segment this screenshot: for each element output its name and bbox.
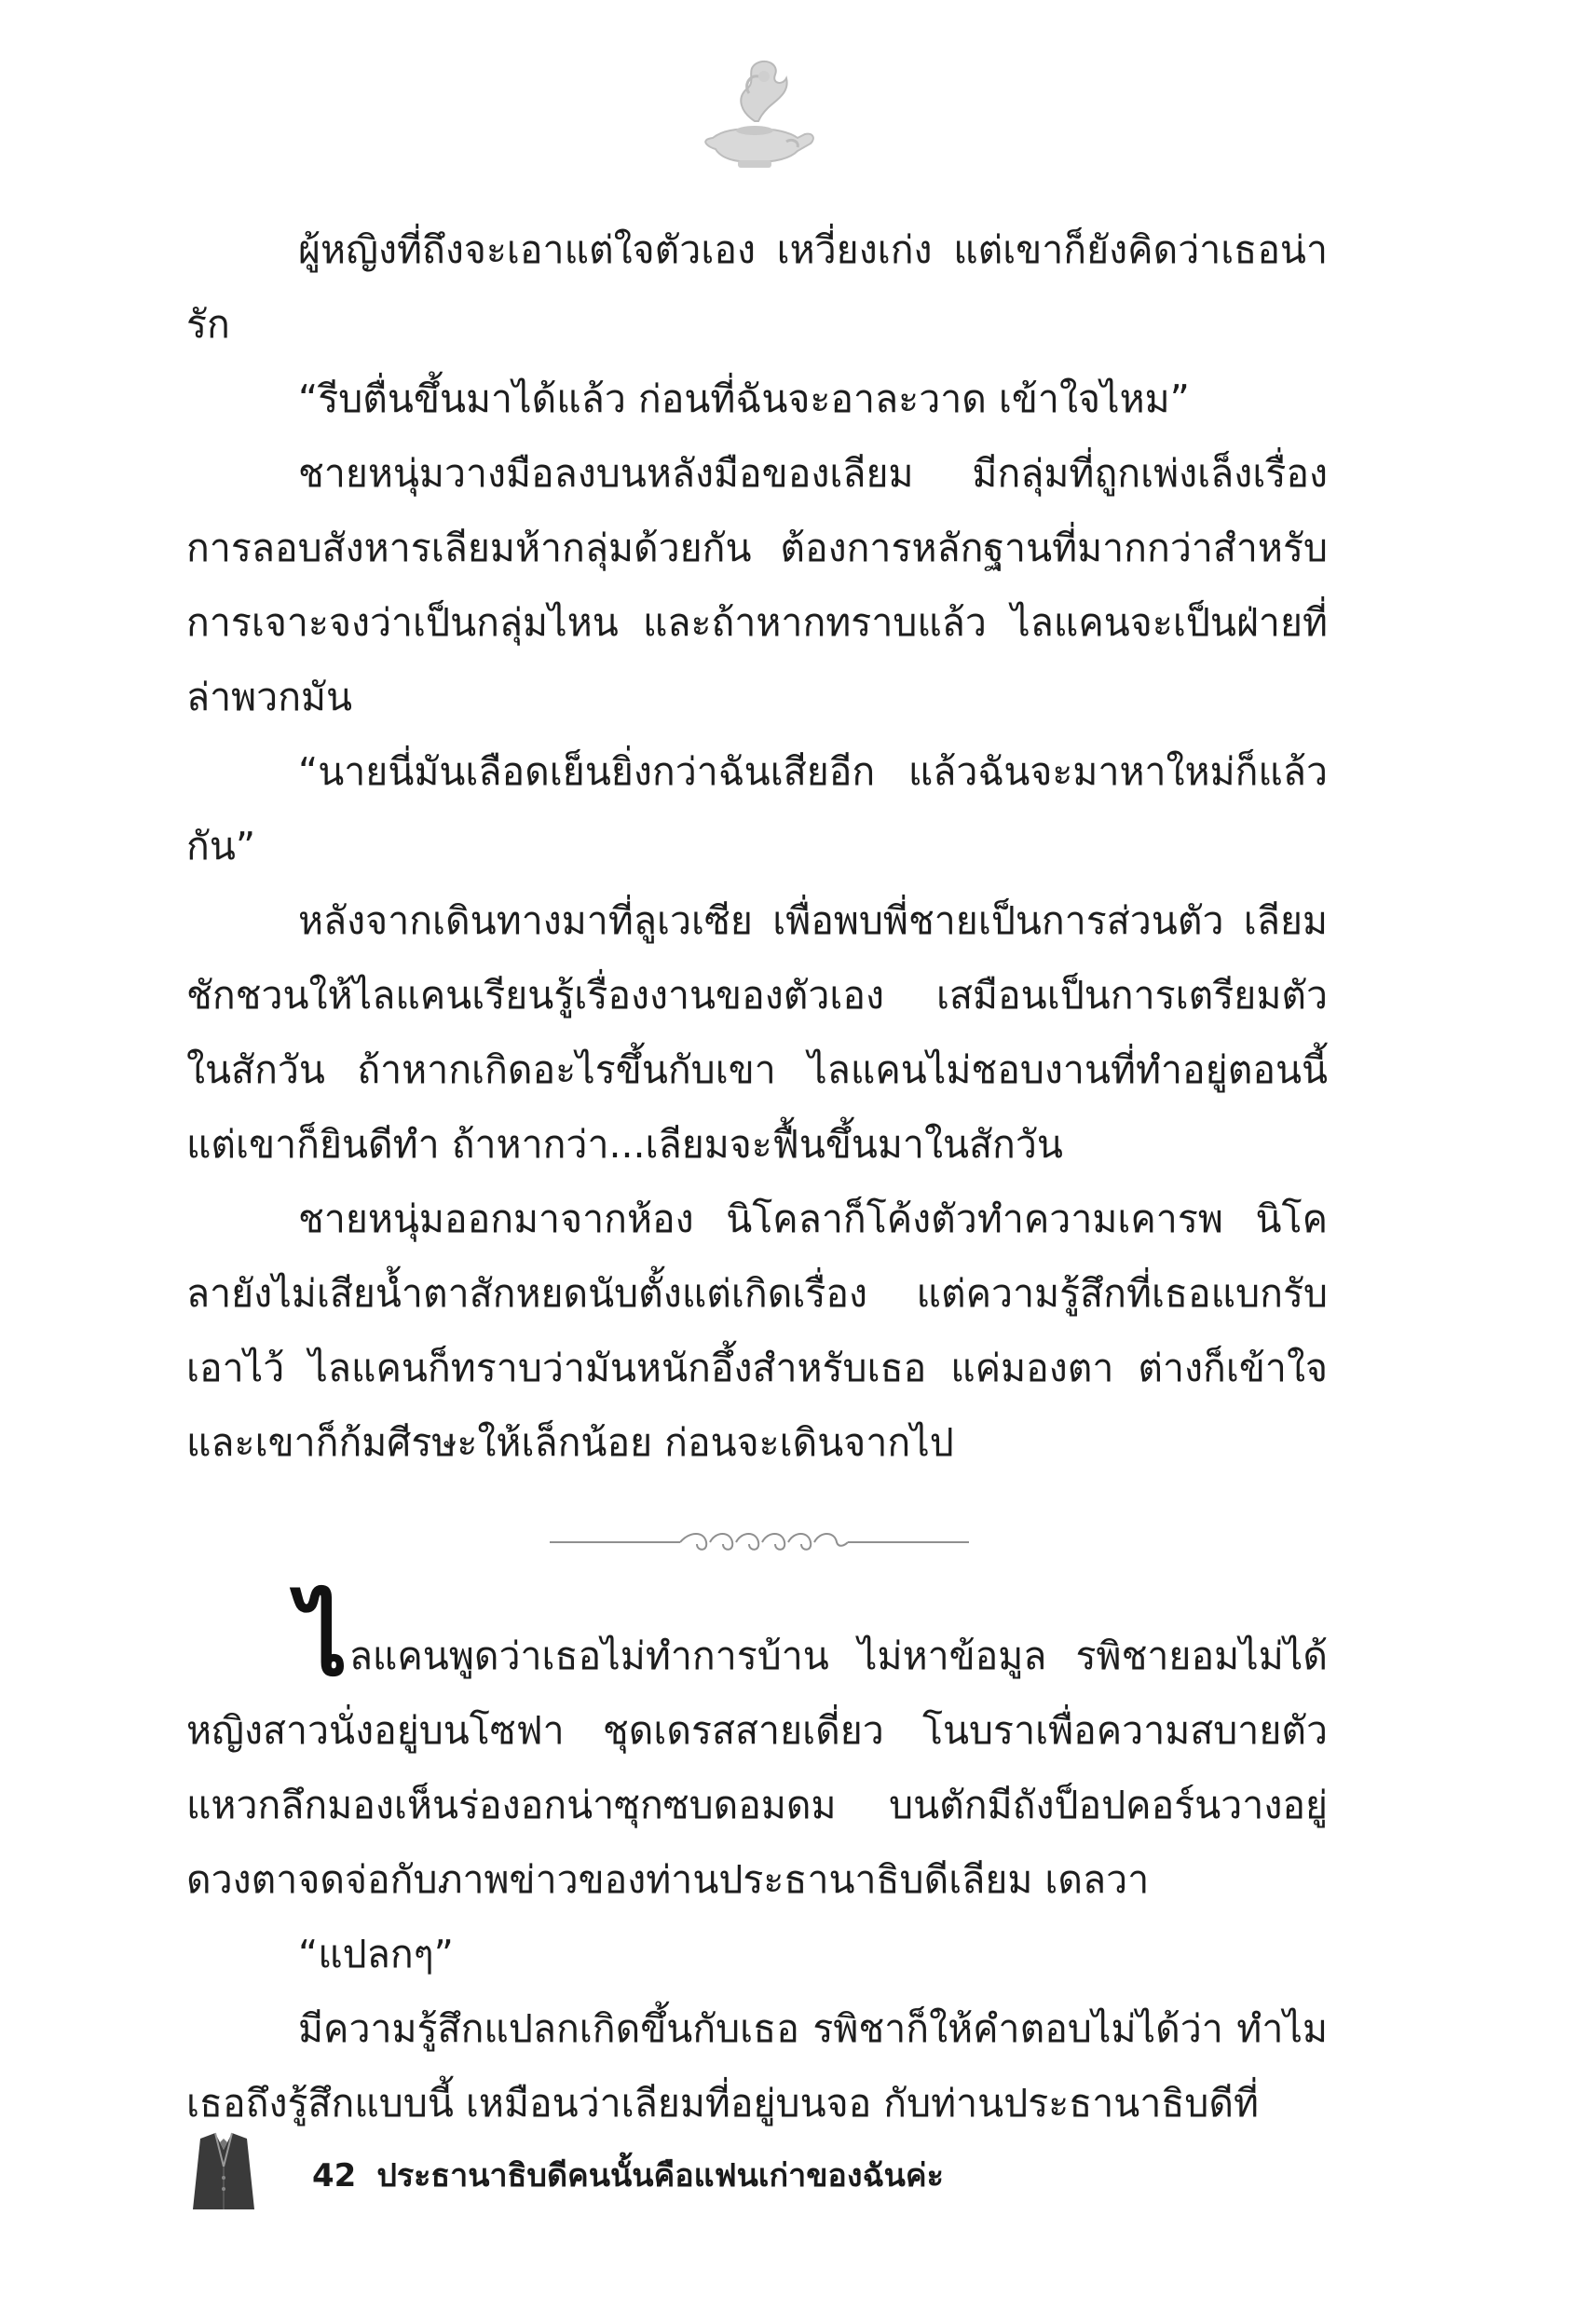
scroll-ornament-divider-icon xyxy=(550,1524,969,1561)
paragraph: หลังจากเดินทางมาที่ลูเวเซีย เพื่อพบพี่ชายเป็นการส่วนตัว เลียมชักชวนให้ไลแคนเรียนรู้เรื่องงานของตัวเอง เสมือนเป็นการเตรียมตัวในสักวัน ถ้าหากเกิดอะไรขึ้นกับเขา ไลแคนไม่ชอบงานที่ทำอยู่ตอนนี้ แต่เขาก็ยินดีทำ ถ้าหากว่า...เลียมจะฟื้นขึ้นมาในสักวัน xyxy=(186,898,1328,1167)
paragraph: “รีบตื่นขึ้นมาได้แล้ว ก่อนที่ฉันจะอาละวาด เข้าใจไหม” xyxy=(298,376,1190,421)
paragraph: “แปลกๆ” xyxy=(298,1932,454,1976)
paragraph-text: ลแคนพูดว่าเธอไม่ทำการบ้าน ไม่หาข้อมูล รพิชายอมไม่ได้ หญิงสาวนั่งอยู่บนโซฟา ชุดเดรสสายเดี่ยว โนบราเพื่อความสบายตัว แหวกลึกมองเห็นร่องอกน่าซุกซบดอมดม บนตักมีถังป็อปคอร์นวางอยู่ ดวงตาจดจ่อกับภาพข่าวของท่านประธานาธิบดีเลียม เดลวา xyxy=(186,1634,1328,1902)
page-number: 42 xyxy=(312,2157,357,2195)
paragraph: ชายหนุ่มออกมาจากห้อง นิโคลาก็โค้งตัวทำความเคารพ นิโคลายังไม่เสียน้ำตาสักหยดนับตั้งแต่เกิดเรื่อง แต่ความรู้สึกที่เธอแบกรับเอาไว้ ไลแคนก็ทราบว่ามันหนักอึ้งสำหรับเธอ แค่มองตา ต่างก็เข้าใจ และเขาก็ก้มศีรษะให้เล็กน้อย ก่อนจะเดินจากไป xyxy=(186,1197,1328,1465)
suit-jacket-icon xyxy=(191,2129,256,2213)
paragraph: ชายหนุ่มวางมือลงบนหลังมือของเลียม มีกลุ่มที่ถูกเพ่งเล็งเรื่องการลอบสังหารเลียมห้ากลุ่มด้วยกัน ต้องการหลักฐานที่มากกว่าสำหรับการเจาะจงว่าเป็นกลุ่มไหน และถ้าหากทราบแล้ว ไลแคนจะเป็นฝ่ายที่ล่าพวกมัน xyxy=(186,451,1328,719)
paragraph: “นายนี่มันเลือดเย็นยิ่งกว่าฉันเสียอีก แล้วฉันจะมาหาใหม่ก็แล้วกัน” xyxy=(186,749,1328,868)
paragraph: ผู้หญิงที่ถึงจะเอาแต่ใจตัวเอง เหวี่ยงเก่ง แต่เขาก็ยังคิดว่าเธอน่ารัก xyxy=(186,227,1328,347)
page-footer xyxy=(191,2129,1309,2213)
footer-text xyxy=(312,2150,944,2200)
section-2-text xyxy=(186,1582,1328,2140)
paragraph: มีความรู้สึกแปลกเกิดขึ้นกับเธอ รพิชาก็ให้คำตอบไม่ได้ว่า ทำไมเธอถึงรู้สึกแบบนี้ เหมือนว่าเลียมที่อยู่บนจอ กับท่านประธานาธิบดีที่ xyxy=(186,2006,1328,2126)
book-title: ประธานาธิบดีคนนั้นคือแฟนเก่าของฉันค่ะ xyxy=(376,2157,944,2195)
dropcap-paragraph xyxy=(186,1582,1328,1917)
section-1-text xyxy=(186,212,1328,1480)
genie-lamp-icon xyxy=(689,56,820,177)
dropcap-letter: ไ xyxy=(298,1582,348,1698)
